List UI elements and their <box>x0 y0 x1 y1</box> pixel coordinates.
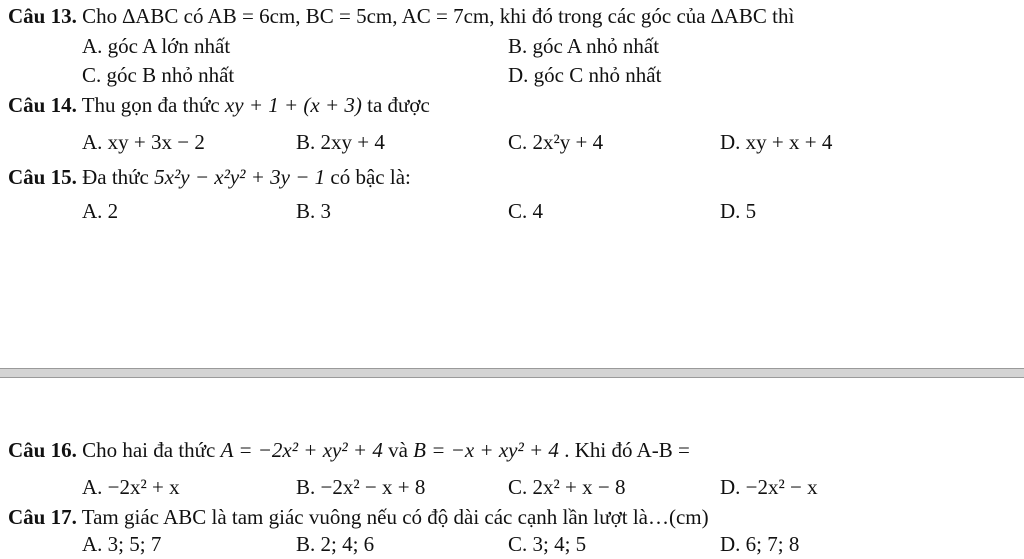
question-label: Câu 15. <box>8 165 77 189</box>
math-expression: xy + 1 + (x + 3) <box>224 93 362 117</box>
question-text: Thu gọn đa thức <box>81 93 220 117</box>
question-text-after: ta được <box>367 93 430 117</box>
option-d: D. xy + x + 4 <box>720 130 833 154</box>
option-c: C. 2x² + x − 8 <box>508 475 626 499</box>
question-text: Tam giác ABC là tam giác vuông nếu có độ dài các cạnh lần lượt là…(cm) <box>81 505 709 529</box>
question-text-after: . Khi đó A-B = <box>564 438 690 462</box>
option-b: B. 2xy + 4 <box>296 130 385 154</box>
option-a: A. 3; 5; 7 <box>82 532 162 556</box>
option-d: D. 5 <box>720 199 757 223</box>
question-text: Cho ∆ABC có AB = 6cm, BC = 5cm, AC = 7cm, khi đó trong các góc của ∆ABC thì <box>82 4 795 28</box>
math-expression-a: A = −2x² + xy² + 4 <box>220 438 383 462</box>
question-label: Câu 16. <box>8 438 77 462</box>
question-text-mid: và <box>388 438 408 462</box>
option-a: A. góc A lớn nhất <box>82 34 231 58</box>
question-label: Câu 14. <box>8 93 77 117</box>
option-c: C. 4 <box>508 199 544 223</box>
option-d: D. −2x² − x <box>720 475 818 499</box>
option-b: B. −2x² − x + 8 <box>296 475 426 499</box>
math-expression-b: B = −x + xy² + 4 <box>413 438 559 462</box>
page-separator <box>0 368 1024 378</box>
math-expression: 5x²y − x²y² + 3y − 1 <box>154 165 326 189</box>
option-d: D. góc C nhỏ nhất <box>508 63 662 87</box>
option-b: B. 2; 4; 6 <box>296 532 375 556</box>
option-a: A. −2x² + x <box>82 475 180 499</box>
question-text: Cho hai đa thức <box>82 438 216 462</box>
question-13 <box>8 3 794 29</box>
option-a: A. 2 <box>82 199 119 223</box>
question-14 <box>8 92 430 118</box>
question-text-after: có bậc là: <box>330 165 411 189</box>
option-a: A. xy + 3x − 2 <box>82 130 205 154</box>
question-16 <box>8 437 690 463</box>
option-d: D. 6; 7; 8 <box>720 532 800 556</box>
option-c: C. 3; 4; 5 <box>508 532 587 556</box>
question-label: Câu 17. <box>8 505 77 529</box>
option-b: B. góc A nhỏ nhất <box>508 34 660 58</box>
option-c: C. 2x²y + 4 <box>508 130 604 154</box>
question-text: Đa thức <box>82 165 149 189</box>
question-17 <box>8 504 709 530</box>
question-label: Câu 13. <box>8 4 77 28</box>
question-15 <box>8 164 411 190</box>
option-b: B. 3 <box>296 199 332 223</box>
option-c: C. góc B nhỏ nhất <box>82 63 235 87</box>
